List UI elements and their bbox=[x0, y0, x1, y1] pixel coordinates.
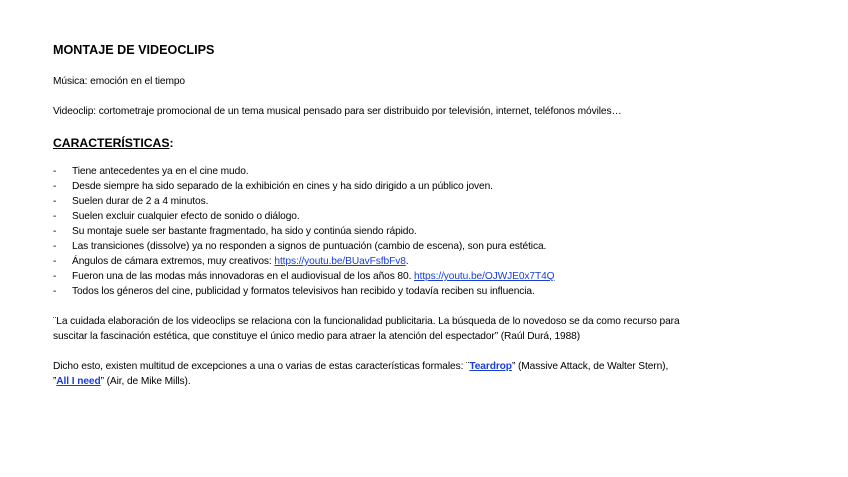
list-item-text: Su montaje suele ser bastante fragmentado, ha sido y continúa siendo rápido. bbox=[72, 226, 417, 237]
closing-text: Dicho esto, existen multitud de excepciones a una o varias de estas características formales: ¨ bbox=[53, 361, 470, 372]
subtitle: Música: emoción en el tiempo bbox=[53, 76, 185, 87]
list-item-text: Tiene antecedentes ya en el cine mudo. bbox=[72, 166, 249, 177]
closing-text: ” bbox=[53, 376, 57, 387]
closing-paragraph bbox=[53, 359, 813, 389]
section-heading-text: CARACTERÍSTICAS bbox=[53, 136, 170, 150]
list-item bbox=[53, 284, 813, 299]
list-item bbox=[53, 209, 813, 224]
list-item-text: Suelen durar de 2 a 4 minutos. bbox=[72, 196, 209, 207]
list-item bbox=[53, 224, 813, 239]
list-item bbox=[53, 254, 813, 269]
list-item bbox=[53, 239, 813, 254]
list-item bbox=[53, 194, 813, 209]
closing-text: ” (Air, de Mike Mills). bbox=[100, 376, 191, 387]
document-body bbox=[53, 41, 813, 389]
list-item-text: Desde siempre ha sido separado de la exhibición en cines y ha sido dirigido a un público joven. bbox=[72, 181, 493, 192]
list-item-text: Fueron una de las modas más innovadoras en el audiovisual de los años 80. bbox=[72, 271, 415, 282]
section-heading bbox=[53, 134, 813, 152]
list-item-text: Todos los géneros del cine, publicidad y formatos televisivos han recibido y todavía reciben su influencia. bbox=[72, 286, 535, 297]
youtube-link-80s[interactable]: https://youtu.be/OJWJE0x7T4Q bbox=[414, 271, 555, 282]
closing-text: ” (Massive Attack, de Walter Stern), bbox=[511, 361, 669, 372]
teardrop-link[interactable]: Teardrop bbox=[469, 361, 512, 372]
bullet-dash: - bbox=[53, 226, 57, 237]
list-item bbox=[53, 269, 813, 284]
list-item-text-after: . bbox=[405, 256, 409, 267]
bullet-dash: - bbox=[53, 211, 57, 222]
videoclip-definition: Videoclip: cortometraje promocional de un tema musical pensado para ser distribuido por televisión, internet, teléfonos móviles… bbox=[53, 106, 622, 117]
bullet-dash: - bbox=[53, 256, 57, 267]
quote-line: suscitar la fascinación estética, que constituye el único medio para atraer la atención del espectador” (Raúl Durá, 1988) bbox=[53, 331, 581, 342]
bullet-dash: - bbox=[53, 181, 57, 192]
list-item-text: Ángulos de cámara extremos, muy creativos: bbox=[72, 256, 275, 267]
quote-line: ¨La cuidada elaboración de los videoclips se relaciona con la funcionalidad publicitaria. La búsqueda de lo novedoso se da como recurso para bbox=[53, 316, 680, 327]
list-item-text: Las transiciones (dissolve) ya no responden a signos de puntuación (cambio de escena), son pura estética. bbox=[72, 241, 547, 252]
characteristics-list bbox=[53, 164, 813, 299]
bullet-dash: - bbox=[53, 271, 57, 282]
list-item bbox=[53, 179, 813, 194]
bullet-dash: - bbox=[53, 241, 57, 252]
all-i-need-link[interactable]: All I need bbox=[56, 376, 101, 387]
section-heading-colon: : bbox=[169, 136, 174, 150]
youtube-link-camera-angles[interactable]: https://youtu.be/BUavFsfbFv8 bbox=[274, 256, 406, 267]
list-item bbox=[53, 164, 813, 179]
list-item-text: Suelen excluir cualquier efecto de sonido o diálogo. bbox=[72, 211, 300, 222]
bullet-dash: - bbox=[53, 166, 57, 177]
closing-line bbox=[53, 374, 813, 389]
bullet-dash: - bbox=[53, 286, 57, 297]
document-title: MONTAJE DE VIDEOCLIPS bbox=[53, 43, 215, 57]
quote-paragraph bbox=[53, 314, 813, 344]
bullet-dash: - bbox=[53, 196, 57, 207]
closing-line bbox=[53, 359, 813, 374]
